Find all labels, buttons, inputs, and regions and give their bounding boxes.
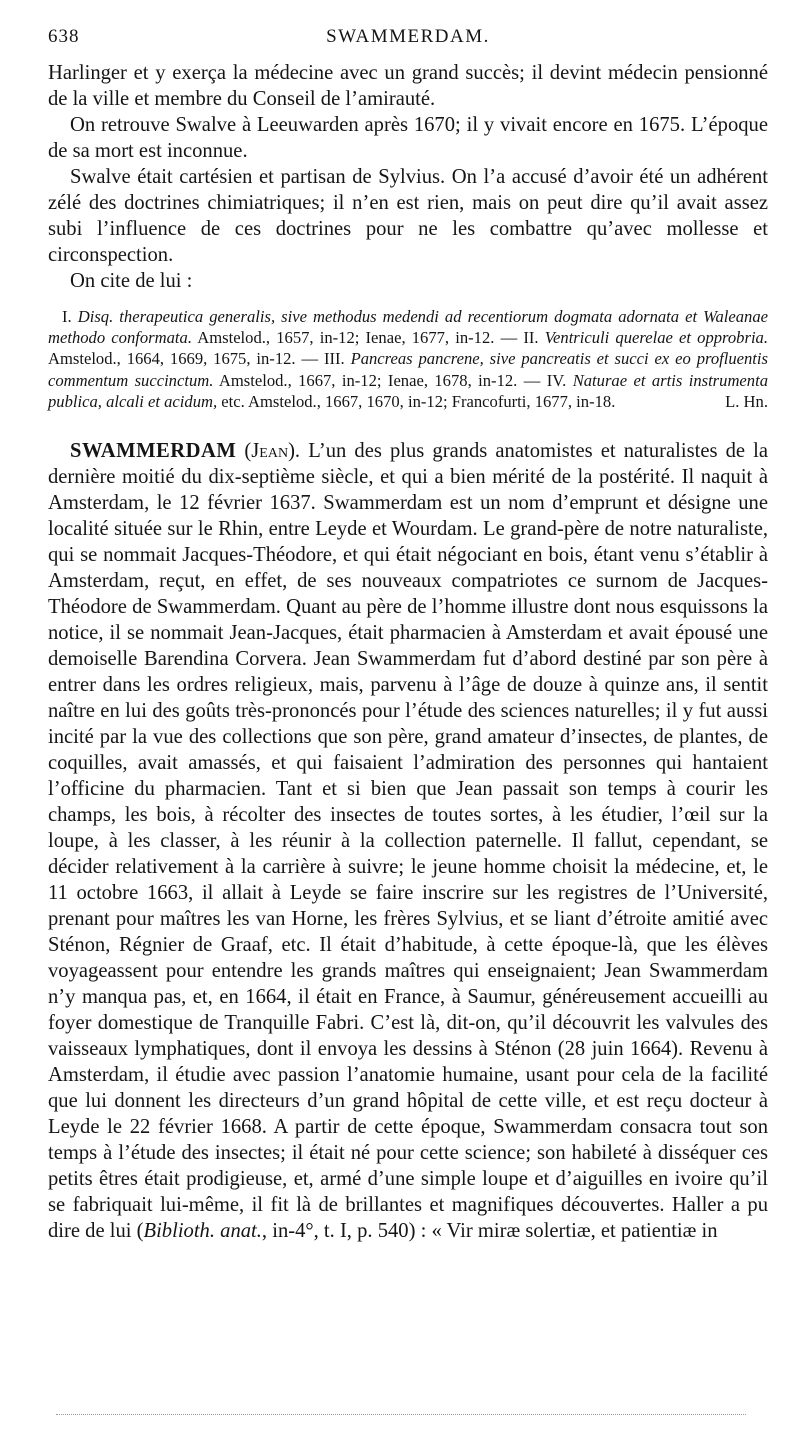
entry-paragraph [48,438,768,1244]
article-author: L. Hn. [725,391,768,411]
swammerdam-entry [48,438,768,1244]
entry-text: L’un des plus grands anatomistes et naturalistes de la dernière moitié du dix-septième siècle, et qui a bien mérité de la postérité. Il naquit à Amsterdam, le 12 février 1637. Swammerdam est un nom d’emprunt et désigne une localité située sur le Rhin, entre Leyde et Wourdam. Le grand-père de notre naturaliste, qui se nommait Jacques-Théodore, et qui était négociant en bois, étant venu s’établir à Amsterdam, reçut, en effet, de ses nouveaux compatriotes ce surnom de Jacques-Théodore de Swammerdam. Quant au père de l’homme illustre dont nous esquissons la notice, il se nommait Jean-Jacques, était pharmacien à Amsterdam et avait épousé une demoiselle Barendina Corvera. Jean Swammerdam fut d’abord destiné par son père à entrer dans les ordres religieux, mais, parvenu à l’âge de douze à quinze ans, il sentit naître en lui des goûts très-prononcés pour l’étude des sciences naturelles; il y fut aussi incité par la vue des collections que son père, grand amateur d’insectes, de plantes, de coquilles, avait amassés, et qui faisaient l’admiration des personnes qui hantaient l’officine du pharmacien. Tant et si bien que Jean passait son temps à courir les champs, les bois, à récolter des insectes de toutes sortes, à les étudier, l’œil sur la loupe, à les classer, à les réunir à la collection paternelle. Il fallut, cependant, se décider relativement à la carrière à suivre; le jeune homme choisit la médecine, et, le 11 octobre 1663, il allait à Leyde se faire inscrire sur les registres de l’Université, prenant pour maîtres les van Horne, les frères Sylvius, et se liant d’étroite amitié avec Sténon, Régnier de Graaf, etc. Il était d’habitude, à cette époque-là, que les élèves voyageassent pour entendre les grands maîtres qui enseignaient; Jean Swammerdam n’y manqua pas, et, en 1664, il était en France, à Saumur, généreusement accueilli au foyer domestique de Tranquille Fabri. C’est là, dit-on, qu’il découvrit les valvules des vaisseaux lymphatiques, dont il envoya les dessins à Sténon (28 juin 1664). Revenu à Amsterdam, il étudie avec passion l’anatomie humaine, usant pour cela de la facilité que lui donnent les directeurs d’un grand hôpital de cette ville, et est reçu docteur à Leyde le 22 février 1668. A partir de cette époque, Swammerdam consacra tout son temps à l’étude des insectes; il était né pour cette science; son habileté à disséquer ces petits êtres était prodigieuse, et, armé d’une simple loupe et d’aiguilles en ivoire qu’il se fabriquait lui-même, il fit là de brillantes et magnifiques découvertes. Haller a pu dire de lui ( [48,440,768,1243]
paragraph: On cite de lui : [70,270,193,292]
page [48,26,768,1244]
work-title: Pancreas pancrene, sive pancreatis et succi ex eo profluentis commentum succinctum. [48,349,768,390]
swalve-entry-continuation [48,60,768,294]
paragraph: Harlinger et y exerça la médecine avec un grand succès; il devint médecin pensionné de la ville et membre du Conseil de l’amirauté. [48,62,768,110]
entry-forename: (Jean). [244,440,301,463]
work-number: IV. [546,370,567,390]
paragraph: Swalve était cartésien et partisan de Sylvius. On l’a accusé d’avoir été un adhérent zélé des doctrines chimiatriques; il n’en est rien, mais on peut dire qu’il avait assez subi l’influence de ces doctrines pour ne les combattre qu’avec mollesse et circonspection. [48,166,768,266]
work-title: Naturae et artis instrumenta publica, alcali et acidum, [48,370,768,411]
work-number: III. [323,349,345,369]
running-title: SWAMMERDAM. [326,26,490,47]
work-number: I. [62,307,72,326]
paragraph: On retrouve Swalve à Leeuwarden après 1670; il y vivait encore en 1675. L’époque de sa mort est inconnue. [48,114,768,162]
entry-headword: SWAMMERDAM [70,440,237,463]
running-header [48,26,768,60]
work-title: Ventriculi querelae et opprobria. [544,328,768,348]
footer-rule [56,1414,746,1415]
work-edition: Amstelod., 1657, in-12; Ienae, 1677, in-12. — [197,328,518,348]
work-title: Disq. therapeutica generalis, sive methodus medendi ad recentiorum dogmata adornata et Waleanae methodo conformata. [48,307,768,348]
bibliography [48,306,768,412]
work-edition: etc. Amstelod., 1667, 1670, in-12; Francofurti, 1677, in-18. [221,391,616,411]
work-edition: Amstelod., 1667, in-12; Ienae, 1678, in-12. — [218,370,541,390]
page-number: 638 [48,26,80,47]
work-number: II. [523,328,539,348]
entry-text-end: , in-4°, t. I, p. 540) : « Vir miræ solertiæ, et patientiæ in [261,1220,718,1243]
work-edition: Amstelod., 1664, 1669, 1675, in-12. — [48,349,319,369]
citation-title: Biblioth. anat. [143,1220,262,1243]
